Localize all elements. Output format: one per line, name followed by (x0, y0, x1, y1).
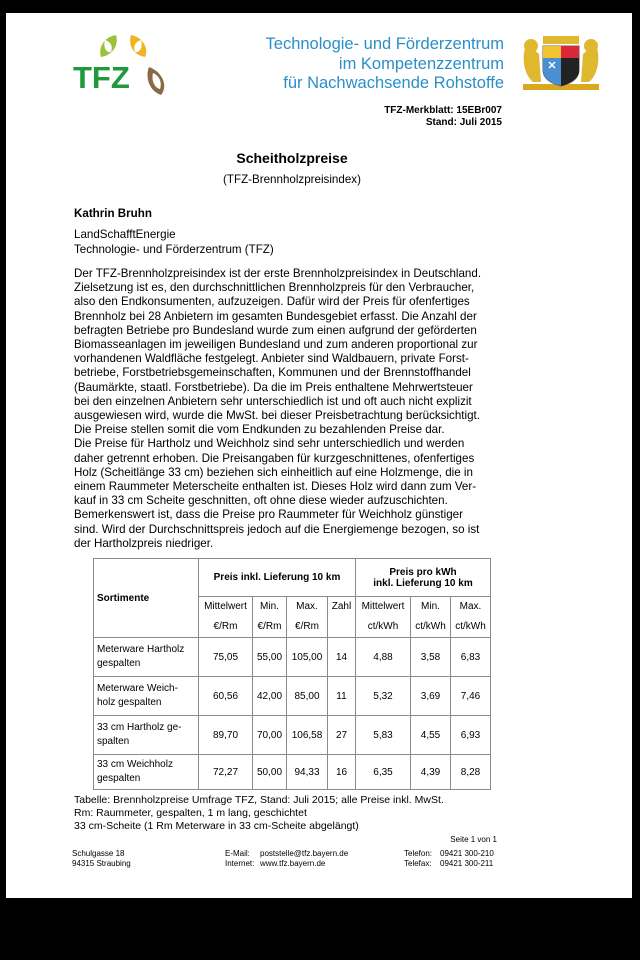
row-label-line: 33 cm Hartholz ge- (97, 722, 182, 733)
document-subtitle: (TFZ-Brennholzpreisindex) (223, 173, 361, 186)
affiliation-line: LandSchafftEnergie (74, 228, 176, 241)
phone-number: 09421 300-210 (440, 849, 494, 858)
row-label (94, 755, 199, 790)
body-line: bei den einzelnen Anbietern sehr unterschiedlich ist und oft auch nicht explizit (74, 394, 472, 408)
body-line: sind. Wird der Durchschnittspreis jedoch auf die Energiemenge bezogen, so ist (74, 522, 480, 536)
table-cell: 7,46 (451, 677, 491, 716)
subcolumn-unit: €/Rm (295, 621, 319, 632)
page-number: Seite 1 von 1 (450, 835, 497, 844)
table-cell: 72,27 (199, 755, 253, 790)
table-cell: 6,83 (451, 638, 491, 677)
tfz-logo (73, 33, 173, 103)
email-link[interactable]: poststelle@tfz.bayern.de (260, 849, 349, 858)
merkblatt-number: TFZ-Merkblatt: 15EBr007 (384, 105, 502, 116)
table-cell: 6,35 (356, 755, 411, 790)
table-row (94, 677, 491, 716)
address-line: Schulgasse 18 (72, 849, 125, 858)
table-cell: 89,70 (199, 716, 253, 755)
table-cell: 60,56 (199, 677, 253, 716)
body-line: (Baumärkte, staatl. Forstbetriebe). Da die im Preis enthaltene Mehrwertsteuer (74, 380, 473, 394)
footer-phone (440, 849, 494, 868)
institution-line: im Kompetenzzentrum (338, 54, 504, 73)
fax-label: Telefax: (404, 858, 432, 868)
table-cell: 70,00 (253, 716, 287, 755)
table-row (94, 638, 491, 677)
subcolumn-header (356, 597, 411, 638)
bavarian-coat-of-arms-icon (519, 34, 603, 92)
table-cell: 75,05 (199, 638, 253, 677)
document-page (6, 13, 632, 898)
column-group-kwh (356, 559, 491, 597)
group-line: inkl. Lieferung 10 km (373, 577, 473, 589)
caption-line: Tabelle: Brennholzpreise Umfrage TFZ, Stand: Juli 2015; alle Preise inkl. MwSt. (74, 794, 444, 806)
internet-label: Internet: (225, 858, 255, 868)
subcolumn-name: Mittelwert (361, 601, 405, 612)
footer-address (72, 849, 131, 868)
table-cell: 4,55 (411, 716, 451, 755)
subcolumn-name: Zahl (331, 601, 352, 612)
table-cell: 4,39 (411, 755, 451, 790)
body-line: betriebe, Forstbetriebsgemeinschaften, Kommunen und der Brennstoffhandel (74, 366, 471, 380)
table-cell: 105,00 (287, 638, 328, 677)
institution-name (266, 35, 504, 94)
table-cell: 11 (328, 677, 356, 716)
author-affiliation (74, 228, 274, 257)
body-line: Holz (Scheitlänge 33 cm) beziehen sich einheitlich auf eine Holzmenge, die in (74, 465, 473, 479)
table-caption (74, 794, 444, 833)
table-cell: 3,58 (411, 638, 451, 677)
subcolumn-header (199, 597, 253, 638)
table-cell: 8,28 (451, 755, 491, 790)
table-cell: 85,00 (287, 677, 328, 716)
body-line: ausgewiesen wird, wurde die MwSt. bei dieser Preisbetrachtung berücksichtigt. (74, 409, 480, 423)
address-line: 94315 Straubing (72, 858, 131, 868)
table-cell: 5,83 (356, 716, 411, 755)
body-line: Die Preise stellen somit die vom Endkunden zu bezahlenden Preise dar. (74, 423, 445, 437)
subcolumn-unit: €/Rm (257, 621, 282, 632)
body-line: Der TFZ-Brennholzpreisindex ist der erste Brennholzpreisindex in Deutschland. (74, 267, 482, 280)
row-label-line: holz gespalten (97, 697, 162, 708)
subcolumn-name: Mittelwert (204, 601, 247, 612)
table-cell: 55,00 (253, 638, 287, 677)
table-cell: 16 (328, 755, 356, 790)
fax-number: 09421 300-211 (440, 858, 494, 868)
footer-contact (260, 849, 348, 868)
subcolumn-header (411, 597, 451, 638)
table-cell: 94,33 (287, 755, 328, 790)
subcolumn-header (287, 597, 328, 638)
group-line: Preis pro kWh (389, 566, 457, 578)
institution-line: für Nachwachsende Rohstoffe (283, 74, 504, 92)
column-header-sortimente: Sortimente (94, 559, 199, 638)
subcolumn-unit: ct/kWh (455, 621, 486, 632)
row-label-line: Meterware Hartholz (97, 644, 185, 655)
subcolumn-header (328, 597, 356, 638)
column-group-price: Preis inkl. Lieferung 10 km (199, 559, 356, 597)
body-line: Biomasseanlagen im jeweiligen Bundesland und zum anderen proportional zur (74, 338, 478, 352)
table-cell: 42,00 (253, 677, 287, 716)
row-label-line: gespalten (97, 658, 141, 669)
footer-phone-labels (404, 849, 432, 868)
subcolumn-name: Min. (421, 601, 440, 612)
subcolumn-unit (328, 617, 355, 637)
table-row (94, 716, 491, 755)
phone-label: Telefon: (404, 849, 433, 858)
row-label-line: 33 cm Weichholz (97, 759, 173, 770)
body-line: befragten Betriebe pro Bundesland wurde zum einen aufgrund der geförderten (74, 323, 477, 337)
body-text (74, 267, 514, 551)
body-line: Zielsetzung ist es, den durchschnittlichen Brennholzpreis für den Verbraucher, (74, 281, 475, 295)
body-line: also den Endkonsumenten, aufzuzeigen. Dafür wird der Preis für ofenfertiges (74, 295, 470, 309)
body-line: kauf in 33 cm Scheite geschnitten, oft ohne diese wieder aufzuschichten. (74, 494, 448, 508)
document-meta (384, 105, 502, 129)
body-line: daher getrennt erhoben. Die Preisangaben für kurzgeschnittenes, ofenfertiges (74, 451, 475, 465)
row-label (94, 716, 199, 755)
subcolumn-header (451, 597, 491, 638)
email-label: E-Mail: (225, 849, 250, 858)
table-cell: 27 (328, 716, 356, 755)
footer-contact-labels (225, 849, 254, 868)
row-label-line: gespalten (97, 773, 141, 784)
subcolumn-unit: ct/kWh (415, 621, 446, 632)
body-line: Bemerkenswert ist, dass die Preise pro Raummeter für Weichholz günstiger (74, 508, 463, 522)
table-cell: 4,88 (356, 638, 411, 677)
row-label-line: spalten (97, 736, 130, 747)
row-label (94, 677, 199, 716)
subcolumn-unit: ct/kWh (367, 621, 399, 632)
body-line: Die Preise für Hartholz und Weichholz sind sehr unterschiedlich und werden (74, 437, 465, 451)
document-title: Scheitholzpreise (236, 150, 348, 166)
website-link[interactable]: www.tfz.bayern.de (260, 858, 326, 868)
caption-line: 33 cm-Scheite (1 Rm Meterware in 33 cm-Scheite abgelängt) (74, 820, 359, 832)
subcolumn-name: Max. (296, 601, 318, 612)
institution-line: Technologie- und Förderzentrum (265, 35, 504, 53)
table-cell: 14 (328, 638, 356, 677)
affiliation-line: Technologie- und Förderzentrum (TFZ) (74, 242, 274, 256)
table-cell: 5,32 (356, 677, 411, 716)
body-line: vorhandenen Waldfläche festgelegt. Anbieter sind Waldbauern, private Forst- (74, 352, 469, 366)
body-line: einem Raummeter Meterscheite enthalten ist. Dieses Holz wird dann zum Ver- (74, 480, 477, 494)
table-cell: 6,93 (451, 716, 491, 755)
stand-date: Stand: Juli 2015 (425, 117, 502, 128)
author-name: Kathrin Bruhn (74, 207, 152, 220)
caption-line: Rm: Raummeter, gespalten, 1 m lang, geschichtet (74, 807, 307, 819)
row-label (94, 638, 199, 677)
body-line: Brennholz bei 28 Anbietern im gesamten Bundesgebiet erfasst. Die Anzahl der (74, 309, 477, 323)
price-table (93, 558, 491, 790)
subcolumn-name: Min. (260, 601, 279, 612)
table-cell: 50,00 (253, 755, 287, 790)
subcolumn-name: Max. (459, 601, 482, 612)
table-cell: 106,58 (287, 716, 328, 755)
row-label-line: Meterware Weich- (97, 683, 178, 694)
body-line: der Hartholzpreis niedriger. (74, 536, 214, 550)
table-row (94, 755, 491, 790)
subcolumn-header (253, 597, 287, 638)
table-cell: 3,69 (411, 677, 451, 716)
subcolumn-unit: €/Rm (213, 621, 238, 632)
logo-text: TFZ (73, 60, 130, 95)
